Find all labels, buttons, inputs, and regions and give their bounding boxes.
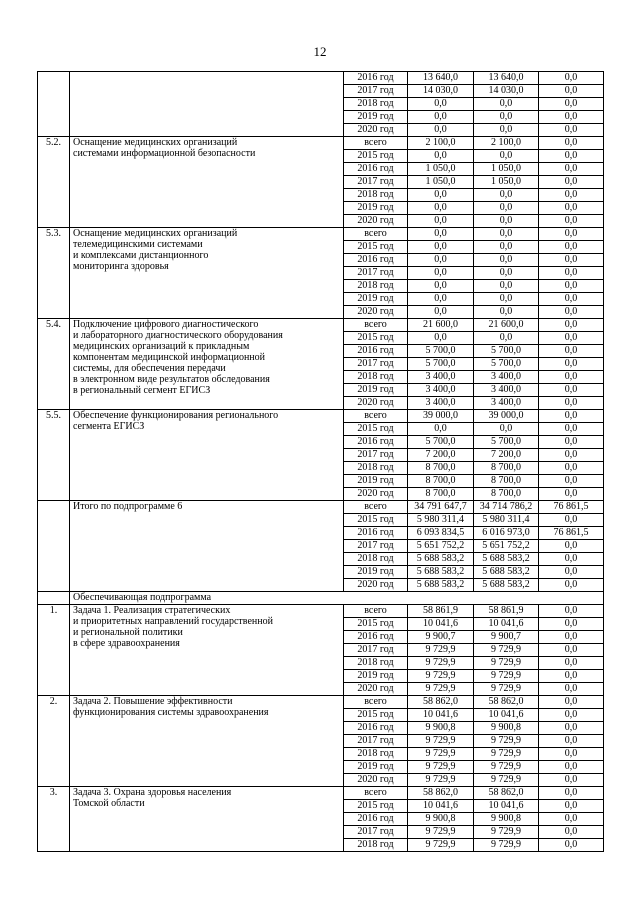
year-cell: 2016 год bbox=[344, 163, 408, 176]
measure-description-cell bbox=[70, 410, 344, 501]
other-source-cell: 0,0 bbox=[539, 605, 604, 618]
other-source-cell: 0,0 bbox=[539, 384, 604, 397]
description-line: и региональной политики bbox=[73, 627, 183, 638]
measure-description-cell bbox=[70, 501, 344, 592]
total-amount-cell: 5 688 583,2 bbox=[408, 579, 474, 592]
regional-budget-cell: 9 729,9 bbox=[474, 774, 539, 787]
total-amount-cell: 9 729,9 bbox=[408, 657, 474, 670]
description-line: и приоритетных направлений государственной bbox=[73, 616, 273, 627]
regional-budget-cell: 0,0 bbox=[474, 124, 539, 137]
other-source-cell: 0,0 bbox=[539, 137, 604, 150]
total-amount-cell: 2 100,0 bbox=[408, 137, 474, 150]
year-cell: 2016 год bbox=[344, 254, 408, 267]
total-amount-cell: 0,0 bbox=[408, 280, 474, 293]
section-header-cell: Обеспечивающая подпрограмма bbox=[70, 592, 604, 605]
regional-budget-cell: 0,0 bbox=[474, 98, 539, 111]
other-source-cell: 0,0 bbox=[539, 553, 604, 566]
year-cell: 2019 год bbox=[344, 761, 408, 774]
other-source-cell: 0,0 bbox=[539, 241, 604, 254]
other-source-cell: 0,0 bbox=[539, 475, 604, 488]
row-number-cell bbox=[38, 72, 70, 137]
row-number-cell: 5.3. bbox=[38, 228, 70, 319]
regional-budget-cell: 0,0 bbox=[474, 215, 539, 228]
total-amount-cell: 0,0 bbox=[408, 124, 474, 137]
regional-budget-cell: 0,0 bbox=[474, 150, 539, 163]
year-cell: 2017 год bbox=[344, 540, 408, 553]
regional-budget-cell: 39 000,0 bbox=[474, 410, 539, 423]
measure-description-cell bbox=[70, 137, 344, 228]
regional-budget-cell: 0,0 bbox=[474, 228, 539, 241]
other-source-cell: 0,0 bbox=[539, 85, 604, 98]
regional-budget-cell: 0,0 bbox=[474, 267, 539, 280]
measure-description-cell bbox=[70, 696, 344, 787]
regional-budget-cell: 9 900,8 bbox=[474, 722, 539, 735]
table-row bbox=[38, 137, 604, 150]
regional-budget-cell: 0,0 bbox=[474, 280, 539, 293]
regional-budget-cell: 5 700,0 bbox=[474, 345, 539, 358]
regional-budget-cell: 5 980 311,4 bbox=[474, 514, 539, 527]
table-row bbox=[38, 410, 604, 423]
regional-budget-cell: 0,0 bbox=[474, 202, 539, 215]
regional-budget-cell: 5 688 583,2 bbox=[474, 579, 539, 592]
other-source-cell: 0,0 bbox=[539, 215, 604, 228]
regional-budget-cell: 9 729,9 bbox=[474, 761, 539, 774]
year-cell: 2016 год bbox=[344, 527, 408, 540]
total-amount-cell: 9 729,9 bbox=[408, 748, 474, 761]
total-amount-cell: 0,0 bbox=[408, 111, 474, 124]
other-source-cell: 0,0 bbox=[539, 358, 604, 371]
description-line: Томской области bbox=[73, 798, 145, 809]
year-cell: 2016 год bbox=[344, 345, 408, 358]
description-line: в региональный сегмент ЕГИСЗ bbox=[73, 385, 211, 396]
section-header-row bbox=[38, 592, 604, 605]
total-amount-cell: 9 729,9 bbox=[408, 761, 474, 774]
other-source-cell: 0,0 bbox=[539, 488, 604, 501]
regional-budget-cell: 9 729,9 bbox=[474, 657, 539, 670]
other-source-cell: 0,0 bbox=[539, 696, 604, 709]
other-source-cell: 0,0 bbox=[539, 228, 604, 241]
other-source-cell: 0,0 bbox=[539, 566, 604, 579]
total-amount-cell: 9 729,9 bbox=[408, 683, 474, 696]
year-cell: 2016 год bbox=[344, 813, 408, 826]
regional-budget-cell: 7 200,0 bbox=[474, 449, 539, 462]
description-line: Оснащение медицинских организаций bbox=[73, 228, 238, 239]
description-line: сегмента ЕГИСЗ bbox=[73, 421, 145, 432]
total-amount-cell: 9 729,9 bbox=[408, 826, 474, 839]
year-cell: всего bbox=[344, 319, 408, 332]
total-amount-cell: 58 862,0 bbox=[408, 787, 474, 800]
total-amount-cell: 5 700,0 bbox=[408, 436, 474, 449]
regional-budget-cell: 0,0 bbox=[474, 254, 539, 267]
row-number-cell: 2. bbox=[38, 696, 70, 787]
year-cell: 2018 год bbox=[344, 280, 408, 293]
other-source-cell: 0,0 bbox=[539, 787, 604, 800]
total-amount-cell: 13 640,0 bbox=[408, 72, 474, 85]
other-source-cell: 0,0 bbox=[539, 293, 604, 306]
description-line: и комплексами дистанционного bbox=[73, 250, 209, 261]
regional-budget-cell: 5 688 583,2 bbox=[474, 566, 539, 579]
year-cell: 2017 год bbox=[344, 176, 408, 189]
total-amount-cell: 34 791 647,7 bbox=[408, 501, 474, 514]
total-amount-cell: 0,0 bbox=[408, 267, 474, 280]
year-cell: 2020 год bbox=[344, 579, 408, 592]
table-row bbox=[38, 605, 604, 618]
other-source-cell: 0,0 bbox=[539, 345, 604, 358]
other-source-cell: 0,0 bbox=[539, 306, 604, 319]
regional-budget-cell: 58 862,0 bbox=[474, 787, 539, 800]
year-cell: 2016 год bbox=[344, 631, 408, 644]
total-amount-cell: 9 900,8 bbox=[408, 722, 474, 735]
row-number-cell: 3. bbox=[38, 787, 70, 852]
total-amount-cell: 9 729,9 bbox=[408, 774, 474, 787]
year-cell: 2018 год bbox=[344, 657, 408, 670]
regional-budget-cell: 0,0 bbox=[474, 332, 539, 345]
regional-budget-cell: 9 729,9 bbox=[474, 683, 539, 696]
description-line: Подключение цифрового диагностического bbox=[73, 319, 259, 330]
year-cell: 2018 год bbox=[344, 462, 408, 475]
total-amount-cell: 3 400,0 bbox=[408, 384, 474, 397]
regional-budget-cell: 34 714 786,2 bbox=[474, 501, 539, 514]
regional-budget-cell: 10 041,6 bbox=[474, 618, 539, 631]
total-amount-cell: 0,0 bbox=[408, 98, 474, 111]
regional-budget-cell: 9 729,9 bbox=[474, 644, 539, 657]
total-amount-cell: 9 729,9 bbox=[408, 670, 474, 683]
regional-budget-cell: 9 729,9 bbox=[474, 670, 539, 683]
year-cell: 2015 год bbox=[344, 514, 408, 527]
year-cell: 2019 год bbox=[344, 293, 408, 306]
year-cell: всего bbox=[344, 137, 408, 150]
regional-budget-cell: 3 400,0 bbox=[474, 371, 539, 384]
measure-description-cell bbox=[70, 319, 344, 410]
total-amount-cell: 5 700,0 bbox=[408, 358, 474, 371]
regional-budget-cell: 1 050,0 bbox=[474, 176, 539, 189]
other-source-cell: 0,0 bbox=[539, 436, 604, 449]
description-line: Итого по подпрограмме 6 bbox=[73, 501, 183, 512]
year-cell: 2020 год bbox=[344, 124, 408, 137]
other-source-cell: 0,0 bbox=[539, 657, 604, 670]
regional-budget-cell: 0,0 bbox=[474, 111, 539, 124]
regional-budget-cell: 58 861,9 bbox=[474, 605, 539, 618]
total-amount-cell: 5 688 583,2 bbox=[408, 566, 474, 579]
regional-budget-cell: 5 700,0 bbox=[474, 358, 539, 371]
other-source-cell: 0,0 bbox=[539, 423, 604, 436]
other-source-cell: 0,0 bbox=[539, 72, 604, 85]
year-cell: всего bbox=[344, 228, 408, 241]
other-source-cell: 0,0 bbox=[539, 371, 604, 384]
year-cell: 2020 год bbox=[344, 774, 408, 787]
total-amount-cell: 0,0 bbox=[408, 293, 474, 306]
other-source-cell: 0,0 bbox=[539, 644, 604, 657]
year-cell: 2017 год bbox=[344, 267, 408, 280]
measure-description-cell bbox=[70, 72, 344, 137]
table-row bbox=[38, 696, 604, 709]
regional-budget-cell: 9 729,9 bbox=[474, 748, 539, 761]
row-number-cell: 5.5. bbox=[38, 410, 70, 501]
table-row bbox=[38, 787, 604, 800]
year-cell: всего bbox=[344, 501, 408, 514]
total-amount-cell: 10 041,6 bbox=[408, 709, 474, 722]
regional-budget-cell: 5 651 752,2 bbox=[474, 540, 539, 553]
regional-budget-cell: 9 729,9 bbox=[474, 839, 539, 852]
year-cell: 2016 год bbox=[344, 72, 408, 85]
total-amount-cell: 0,0 bbox=[408, 423, 474, 436]
other-source-cell: 0,0 bbox=[539, 254, 604, 267]
total-amount-cell: 10 041,6 bbox=[408, 618, 474, 631]
other-source-cell: 0,0 bbox=[539, 189, 604, 202]
other-source-cell: 0,0 bbox=[539, 176, 604, 189]
description-line: мониторинга здоровья bbox=[73, 261, 169, 272]
year-cell: 2020 год bbox=[344, 488, 408, 501]
total-amount-cell: 0,0 bbox=[408, 332, 474, 345]
total-amount-cell: 0,0 bbox=[408, 189, 474, 202]
description-line: в электронном виде результатов обследования bbox=[73, 374, 270, 385]
total-amount-cell: 5 651 752,2 bbox=[408, 540, 474, 553]
other-source-cell: 0,0 bbox=[539, 631, 604, 644]
regional-budget-cell: 58 862,0 bbox=[474, 696, 539, 709]
description-line: и лабораторного диагностического оборудования bbox=[73, 330, 283, 341]
year-cell: 2017 год bbox=[344, 644, 408, 657]
year-cell: 2015 год bbox=[344, 618, 408, 631]
total-amount-cell: 14 030,0 bbox=[408, 85, 474, 98]
year-cell: всего bbox=[344, 696, 408, 709]
total-amount-cell: 8 700,0 bbox=[408, 488, 474, 501]
other-source-cell: 0,0 bbox=[539, 319, 604, 332]
other-source-cell: 0,0 bbox=[539, 618, 604, 631]
year-cell: 2019 год bbox=[344, 111, 408, 124]
description-line: системы, для обеспечения передачи bbox=[73, 363, 226, 374]
year-cell: 2017 год bbox=[344, 85, 408, 98]
regional-budget-cell: 9 900,7 bbox=[474, 631, 539, 644]
regional-budget-cell: 6 016 973,0 bbox=[474, 527, 539, 540]
total-amount-cell: 5 688 583,2 bbox=[408, 553, 474, 566]
description-line: Обеспечение функционирования регионального bbox=[73, 410, 279, 421]
other-source-cell: 0,0 bbox=[539, 813, 604, 826]
year-cell: 2015 год bbox=[344, 423, 408, 436]
other-source-cell: 0,0 bbox=[539, 683, 604, 696]
total-amount-cell: 8 700,0 bbox=[408, 462, 474, 475]
total-amount-cell: 3 400,0 bbox=[408, 371, 474, 384]
year-cell: 2019 год bbox=[344, 384, 408, 397]
regional-budget-cell: 10 041,6 bbox=[474, 800, 539, 813]
year-cell: 2015 год bbox=[344, 150, 408, 163]
total-amount-cell: 9 729,9 bbox=[408, 839, 474, 852]
other-source-cell: 0,0 bbox=[539, 826, 604, 839]
other-source-cell: 0,0 bbox=[539, 124, 604, 137]
regional-budget-cell: 21 600,0 bbox=[474, 319, 539, 332]
total-amount-cell: 9 900,7 bbox=[408, 631, 474, 644]
total-amount-cell: 6 093 834,5 bbox=[408, 527, 474, 540]
year-cell: 2019 год bbox=[344, 566, 408, 579]
total-amount-cell: 9 729,9 bbox=[408, 735, 474, 748]
regional-budget-cell: 3 400,0 bbox=[474, 384, 539, 397]
total-amount-cell: 0,0 bbox=[408, 202, 474, 215]
year-cell: 2015 год bbox=[344, 241, 408, 254]
measure-description-cell bbox=[70, 605, 344, 696]
year-cell: 2017 год bbox=[344, 449, 408, 462]
total-amount-cell: 0,0 bbox=[408, 215, 474, 228]
other-source-cell: 0,0 bbox=[539, 98, 604, 111]
regional-budget-cell: 14 030,0 bbox=[474, 85, 539, 98]
measure-description-cell bbox=[70, 228, 344, 319]
total-amount-cell: 3 400,0 bbox=[408, 397, 474, 410]
other-source-cell: 0,0 bbox=[539, 839, 604, 852]
year-cell: 2019 год bbox=[344, 475, 408, 488]
year-cell: всего bbox=[344, 787, 408, 800]
table-row bbox=[38, 228, 604, 241]
year-cell: 2016 год bbox=[344, 436, 408, 449]
total-amount-cell: 0,0 bbox=[408, 306, 474, 319]
other-source-cell: 0,0 bbox=[539, 111, 604, 124]
year-cell: 2020 год bbox=[344, 306, 408, 319]
year-cell: 2020 год bbox=[344, 215, 408, 228]
other-source-cell: 0,0 bbox=[539, 540, 604, 553]
regional-budget-cell: 1 050,0 bbox=[474, 163, 539, 176]
financing-table bbox=[37, 71, 604, 852]
table-row bbox=[38, 501, 604, 514]
year-cell: 2019 год bbox=[344, 202, 408, 215]
year-cell: 2017 год bbox=[344, 735, 408, 748]
year-cell: 2018 год bbox=[344, 748, 408, 761]
total-amount-cell: 5 980 311,4 bbox=[408, 514, 474, 527]
year-cell: 2020 год bbox=[344, 683, 408, 696]
year-cell: 2017 год bbox=[344, 358, 408, 371]
description-line: Задача 3. Охрана здоровья населения bbox=[73, 787, 232, 798]
year-cell: 2015 год bbox=[344, 332, 408, 345]
regional-budget-cell: 8 700,0 bbox=[474, 475, 539, 488]
year-cell: 2020 год bbox=[344, 397, 408, 410]
other-source-cell: 0,0 bbox=[539, 800, 604, 813]
description-line: компонентам медицинской информационной bbox=[73, 352, 265, 363]
year-cell: всего bbox=[344, 410, 408, 423]
other-source-cell: 76 861,5 bbox=[539, 527, 604, 540]
regional-budget-cell: 9 900,8 bbox=[474, 813, 539, 826]
other-source-cell: 0,0 bbox=[539, 579, 604, 592]
total-amount-cell: 0,0 bbox=[408, 241, 474, 254]
year-cell: 2018 год bbox=[344, 98, 408, 111]
total-amount-cell: 0,0 bbox=[408, 254, 474, 267]
total-amount-cell: 5 700,0 bbox=[408, 345, 474, 358]
other-source-cell: 0,0 bbox=[539, 748, 604, 761]
total-amount-cell: 1 050,0 bbox=[408, 176, 474, 189]
row-number-cell bbox=[38, 501, 70, 592]
regional-budget-cell: 3 400,0 bbox=[474, 397, 539, 410]
other-source-cell: 0,0 bbox=[539, 514, 604, 527]
other-source-cell: 0,0 bbox=[539, 722, 604, 735]
other-source-cell: 0,0 bbox=[539, 709, 604, 722]
description-line: Задача 2. Повышение эффективности bbox=[73, 696, 233, 707]
row-number-cell: 5.4. bbox=[38, 319, 70, 410]
other-source-cell: 76 861,5 bbox=[539, 501, 604, 514]
description-line: медицинских организаций к прикладным bbox=[73, 341, 250, 352]
regional-budget-cell: 5 688 583,2 bbox=[474, 553, 539, 566]
other-source-cell: 0,0 bbox=[539, 774, 604, 787]
row-number-cell bbox=[38, 592, 70, 605]
regional-budget-cell: 8 700,0 bbox=[474, 488, 539, 501]
year-cell: 2016 год bbox=[344, 722, 408, 735]
row-number-cell: 5.2. bbox=[38, 137, 70, 228]
other-source-cell: 0,0 bbox=[539, 735, 604, 748]
other-source-cell: 0,0 bbox=[539, 410, 604, 423]
year-cell: 2018 год bbox=[344, 189, 408, 202]
description-line: телемедицинскими системами bbox=[73, 239, 203, 250]
total-amount-cell: 0,0 bbox=[408, 150, 474, 163]
total-amount-cell: 0,0 bbox=[408, 228, 474, 241]
other-source-cell: 0,0 bbox=[539, 670, 604, 683]
table-row bbox=[38, 72, 604, 85]
total-amount-cell: 58 862,0 bbox=[408, 696, 474, 709]
measure-description-cell bbox=[70, 787, 344, 852]
description-line: системами информационной безопасности bbox=[73, 148, 256, 159]
other-source-cell: 0,0 bbox=[539, 150, 604, 163]
other-source-cell: 0,0 bbox=[539, 449, 604, 462]
regional-budget-cell: 0,0 bbox=[474, 241, 539, 254]
year-cell: 2015 год bbox=[344, 709, 408, 722]
total-amount-cell: 9 900,8 bbox=[408, 813, 474, 826]
regional-budget-cell: 9 729,9 bbox=[474, 735, 539, 748]
year-cell: 2019 год bbox=[344, 670, 408, 683]
year-cell: 2015 год bbox=[344, 800, 408, 813]
regional-budget-cell: 2 100,0 bbox=[474, 137, 539, 150]
other-source-cell: 0,0 bbox=[539, 202, 604, 215]
other-source-cell: 0,0 bbox=[539, 462, 604, 475]
regional-budget-cell: 10 041,6 bbox=[474, 709, 539, 722]
total-amount-cell: 7 200,0 bbox=[408, 449, 474, 462]
description-line: функционирования системы здравоохранения bbox=[73, 707, 269, 718]
description-line: Задача 1. Реализация стратегических bbox=[73, 605, 231, 616]
year-cell: всего bbox=[344, 605, 408, 618]
row-number-cell: 1. bbox=[38, 605, 70, 696]
regional-budget-cell: 0,0 bbox=[474, 306, 539, 319]
total-amount-cell: 21 600,0 bbox=[408, 319, 474, 332]
other-source-cell: 0,0 bbox=[539, 332, 604, 345]
total-amount-cell: 1 050,0 bbox=[408, 163, 474, 176]
total-amount-cell: 8 700,0 bbox=[408, 475, 474, 488]
year-cell: 2018 год bbox=[344, 839, 408, 852]
other-source-cell: 0,0 bbox=[539, 267, 604, 280]
regional-budget-cell: 0,0 bbox=[474, 423, 539, 436]
other-source-cell: 0,0 bbox=[539, 280, 604, 293]
year-cell: 2018 год bbox=[344, 371, 408, 384]
regional-budget-cell: 0,0 bbox=[474, 189, 539, 202]
total-amount-cell: 10 041,6 bbox=[408, 800, 474, 813]
description-line: в сфере здравоохранения bbox=[73, 638, 180, 649]
description-line: Оснащение медицинских организаций bbox=[73, 137, 238, 148]
page-number: 12 bbox=[313, 44, 327, 59]
total-amount-cell: 39 000,0 bbox=[408, 410, 474, 423]
regional-budget-cell: 13 640,0 bbox=[474, 72, 539, 85]
regional-budget-cell: 5 700,0 bbox=[474, 436, 539, 449]
total-amount-cell: 9 729,9 bbox=[408, 644, 474, 657]
year-cell: 2018 год bbox=[344, 553, 408, 566]
total-amount-cell: 58 861,9 bbox=[408, 605, 474, 618]
regional-budget-cell: 0,0 bbox=[474, 293, 539, 306]
year-cell: 2017 год bbox=[344, 826, 408, 839]
regional-budget-cell: 8 700,0 bbox=[474, 462, 539, 475]
other-source-cell: 0,0 bbox=[539, 163, 604, 176]
regional-budget-cell: 9 729,9 bbox=[474, 826, 539, 839]
other-source-cell: 0,0 bbox=[539, 397, 604, 410]
other-source-cell: 0,0 bbox=[539, 761, 604, 774]
table-row bbox=[38, 319, 604, 332]
